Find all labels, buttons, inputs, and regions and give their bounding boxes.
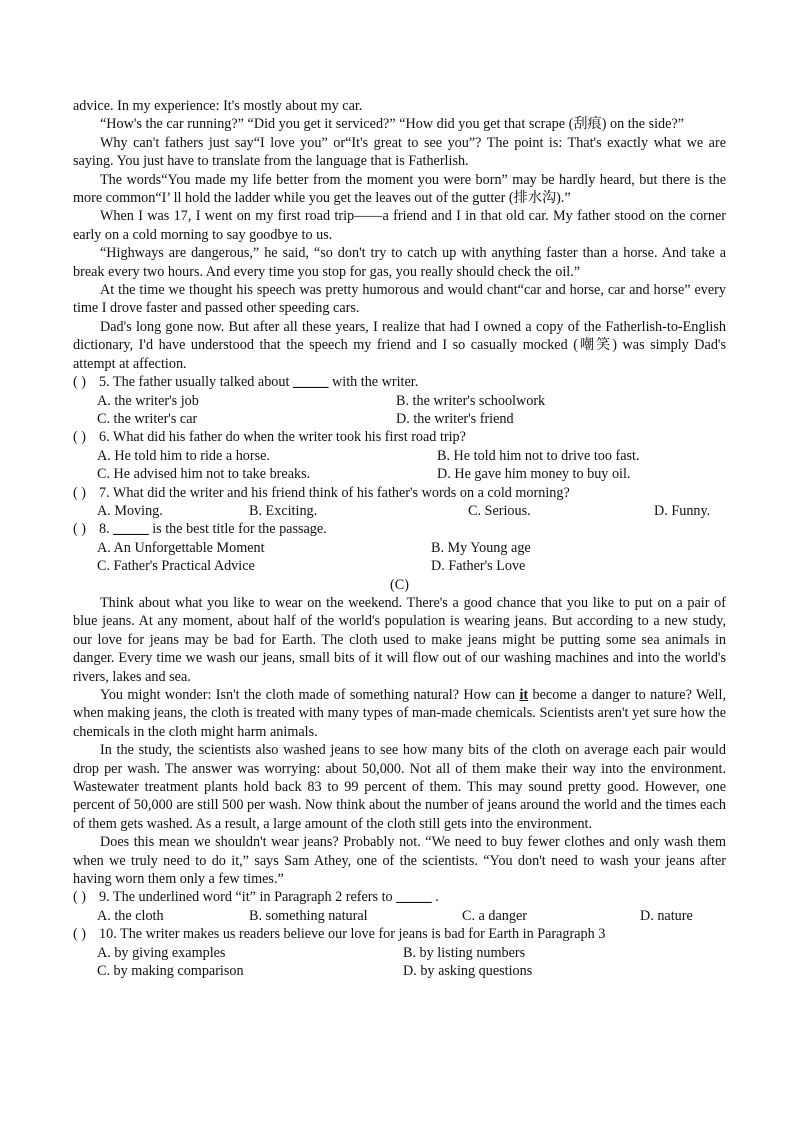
question-text: 10. The writer makes us readers believe our love for jeans is bad for Earth in Paragraph 3	[99, 926, 606, 943]
passage-b-paragraph: “How's the car running?” “Did you get it serviced?” “How did you get that scrape (刮痕) on the side?”	[100, 116, 685, 133]
answer-bracket[interactable]: ( )	[73, 374, 86, 391]
option-a: A. the writer's job	[97, 392, 199, 409]
answer-bracket[interactable]: ( )	[73, 521, 86, 538]
options-row	[73, 557, 726, 575]
option-b: B. the writer's schoolwork	[396, 392, 546, 409]
passage-c-paragraph: Does this mean we shouldn't wear jeans? Probably not. “We need to buy fewer clothes and only wash them when we truly need to do it,” says Sam Athey, one of the scientists. “You don't need to wash your jeans after having worn them only a few times.”	[73, 834, 726, 888]
question-10	[73, 925, 726, 943]
answer-bracket[interactable]: ( )	[73, 429, 86, 446]
question-5	[73, 373, 726, 391]
option-c: C. a danger	[462, 907, 528, 924]
passage-b-paragraph: At the time we thought his speech was pretty humorous and would chant“car and horse, car and horse” every time I drove faster and passed other speeding cars.	[73, 282, 726, 317]
answer-bracket[interactable]: ( )	[73, 926, 86, 943]
option-b: B. by listing numbers	[403, 944, 526, 961]
option-d: D. the writer's friend	[396, 410, 514, 427]
option-d: D. nature	[640, 907, 693, 924]
passage-c-paragraph: In the study, the scientists also washed jeans to see how many bits of the cloth on average each pair would drop per wash. The answer was worrying: about 50,000. Not all of them make their way into the environment. Wastewater treatment plants hold back 83 to 99 percent of them. This may sound pretty good. However, one percent of 50,000 are still 500 per wash. Now think about the number of jeans around the world and the times each of them gets washed. As a result, a large amount of the cloth still gets into the environment.	[73, 742, 726, 832]
question-text: 7. What did the writer and his friend think of his father's words on a cold morning?	[99, 484, 570, 501]
question-text: 5. The father usually talked about _____ with the writer.	[99, 374, 419, 391]
option-b: B. something natural	[249, 907, 368, 924]
passage-c-paragraph: Think about what you like to wear on the weekend. There's a good chance that you like to put on a pair of blue jeans. At any moment, about half of the world's population is wearing jeans. But according to a new study, our love for jeans may be bad for Earth. The cloth used to make jeans might be putting some sea animals in danger. Every time we wash our jeans, small bits of it will flow out of our washing machines and into the world's rivers, lakes and sea.	[73, 594, 726, 685]
options-row	[73, 392, 726, 410]
worksheet-page	[73, 97, 726, 981]
passage-b-paragraph: When I was 17, I went on my first road trip——a friend and I in that old car. My father stood on the corner early on a cold morning to say goodbye to us.	[73, 208, 726, 243]
options-row	[73, 962, 726, 980]
options-row	[73, 410, 726, 428]
option-d: D. Father's Love	[431, 558, 526, 575]
option-d: D. Funny.	[654, 502, 711, 519]
option-b: B. My Young age	[431, 539, 531, 556]
option-c: C. Serious.	[468, 502, 531, 519]
passage-c-paragraph: You might wonder: Isn't the cloth made of something natural? How can it become a danger to nature? Well, when making jeans, the cloth is treated with many types of man-made chemicals. Scientists aren't yet sure how the chemicals in the cloth might harm animals.	[73, 687, 726, 740]
question-7	[73, 484, 726, 502]
options-row	[73, 539, 726, 557]
options-row	[73, 465, 726, 483]
answer-blank: _____	[292, 374, 329, 391]
underlined-word: it	[519, 687, 529, 703]
option-a: A. the cloth	[97, 907, 164, 924]
options-row	[73, 944, 726, 962]
question-6	[73, 428, 726, 446]
answer-bracket[interactable]: ( )	[73, 889, 86, 906]
option-b: B. He told him not to drive too fast.	[437, 447, 640, 464]
option-c: C. by making comparison	[97, 963, 244, 980]
option-c: C. the writer's car	[97, 410, 198, 427]
question-8	[73, 520, 726, 538]
option-d: D. He gave him money to buy oil.	[437, 466, 631, 483]
option-a: A. by giving examples	[97, 944, 226, 961]
option-a: A. He told him to ride a horse.	[97, 447, 270, 464]
answer-bracket[interactable]: ( )	[73, 484, 86, 501]
section-c-heading: (C)	[390, 576, 409, 593]
passage-b-paragraph: “Highways are dangerous,” he said, “so don't try to catch up with anything faster than a horse. And take a break every two hours. And every time you stop for gas, you really should check the oil.”	[73, 245, 726, 280]
option-c: C. Father's Practical Advice	[97, 558, 255, 575]
options-row	[73, 502, 726, 520]
answer-blank: _____	[113, 521, 149, 538]
question-9	[73, 888, 726, 906]
options-row	[73, 447, 726, 465]
option-b: B. Exciting.	[249, 502, 318, 519]
passage-b-paragraph: Why can't fathers just say“I love you” or“It's great to see you”? The point is: That's exactly what we are saying. You just have to translate from the language that is Fatherlish.	[73, 134, 726, 170]
answer-blank: _____	[396, 889, 432, 906]
option-a: A. An Unforgettable Moment	[97, 539, 265, 556]
question-text: 8. _____ is the best title for the passage.	[99, 521, 327, 538]
option-d: D. by asking questions	[403, 963, 533, 980]
question-text: 6. What did his father do when the writer took his first road trip?	[99, 429, 466, 446]
option-c: C. He advised him not to take breaks.	[97, 466, 311, 483]
option-a: A. Moving.	[97, 502, 163, 519]
question-text: 9. The underlined word “it” in Paragraph 2 refers to _____ .	[99, 889, 439, 906]
passage-b-paragraph: Dad's long gone now. But after all these years, I realize that had I owned a copy of the Fatherlish-to-English dictionary, I'd have understood that the speech my friend and I so casually mocked (嘲笑) was simply Dad's attempt at affection.	[73, 318, 726, 372]
passage-b-paragraph: The words“You made my life better from the moment you were born” may be hardly heard, but there is the more common“I’ ll hold the ladder while you get the leaves out of the gutter (排水沟).”	[73, 171, 726, 207]
options-row	[73, 907, 726, 925]
passage-b-paragraph: advice. In my experience: It's mostly about my car.	[73, 98, 363, 114]
